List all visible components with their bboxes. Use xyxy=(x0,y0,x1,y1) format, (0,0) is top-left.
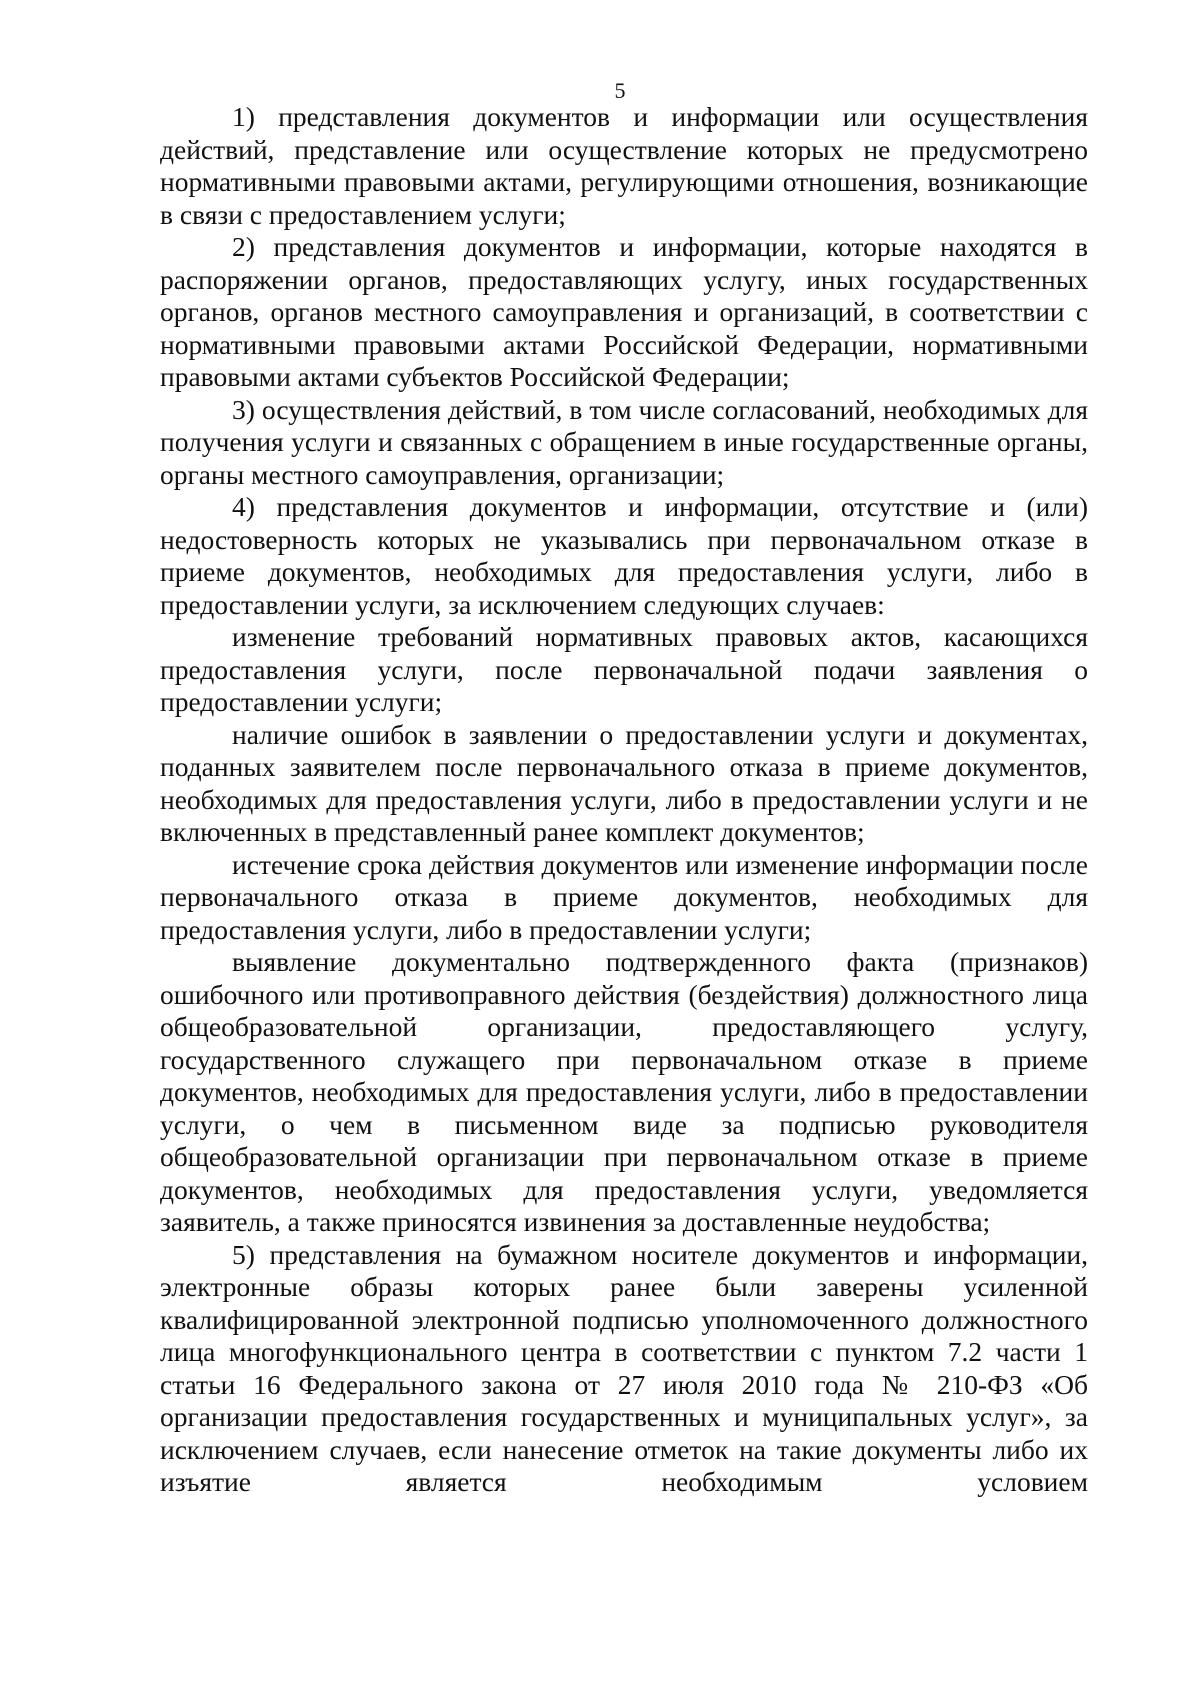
paragraph-item-2: 2) представления документов и информации, которые находятся в распоряжении органов, предоставляющих услугу, иных государственных органов, органов местного самоуправления и организаций, в соответствии с нормативными правовыми актами Российской Федерации, нормативными правовыми актами субъектов Российской Федерации; xyxy=(160,231,1088,392)
document-body xyxy=(160,101,1088,1499)
paragraph-exception-3: истечение срока действия документов или изменение информации после первоначального отказа в приеме документов, необходимых для предоставления услуги, либо в предоставлении услуги; xyxy=(160,848,1088,945)
paragraph-exception-2: наличие ошибок в заявлении о предоставлении услуги и документах, поданных заявителем после первоначального отказа в приеме документов, необходимых для предоставления услуги, либо в предоставлении услуги и не включенных в представленный ранее комплект документов; xyxy=(160,718,1088,847)
page-number: 5 xyxy=(614,78,626,103)
paragraph-exception-1: изменение требований нормативных правовых актов, касающихся предоставления услуги, после первоначальной подачи заявления о предоставлении услуги; xyxy=(160,621,1088,717)
paragraph-item-5: 5) представления на бумажном носителе документов и информации, электронные образы которых ранее были заверены усиленной квалифицированной электронной подписью уполномоченного должностного лица многофункционального центра в соответствии с пунктом 7.2 части 1 статьи 16 Федерального закона от 27 июля 2010 года № 210-ФЗ «Об организации предоставления государственных и муниципальных услуг», за исключением случаев, если нанесение отметок на такие документы либо их изъятие является необходимым условием xyxy=(160,1238,1088,1497)
paragraph-exception-4: выявление документально подтвержденного факта (признаков) ошибочного или противоправного действия (бездействия) должностного лица общеобразовательной организации, предоставляющего услугу, государственного служащего при первоначальном отказе в приеме документов, необходимых для предоставления услуги, либо в предоставлении услуги, о чем в письменном виде за подписью руководителя общеобразовательной организации при первоначальном отказе в приеме документов, необходимых для предоставления услуги, уведомляется заявитель, а также приносятся извинения за доставленные неудобства; xyxy=(160,946,1088,1237)
paragraph-item-4: 4) представления документов и информации, отсутствие и (или) недостоверность которых не указывались при первоначальном отказе в приеме документов, необходимых для предоставления услуги, либо в предоставлении услуги, за исключением следующих случаев: xyxy=(160,491,1088,620)
paragraph-item-1: 1) представления документов и информации или осуществления действий, представление или осуществление которых не предусмотрено нормативными правовыми актами, регулирующими отношения, возникающие в связи с предоставлением услуги; xyxy=(160,101,1088,230)
paragraph-item-3: 3) осуществления действий, в том числе согласований, необходимых для получения услуги и связанных с обращением в иные государственные органы, органы местного самоуправления, организации; xyxy=(160,393,1088,490)
